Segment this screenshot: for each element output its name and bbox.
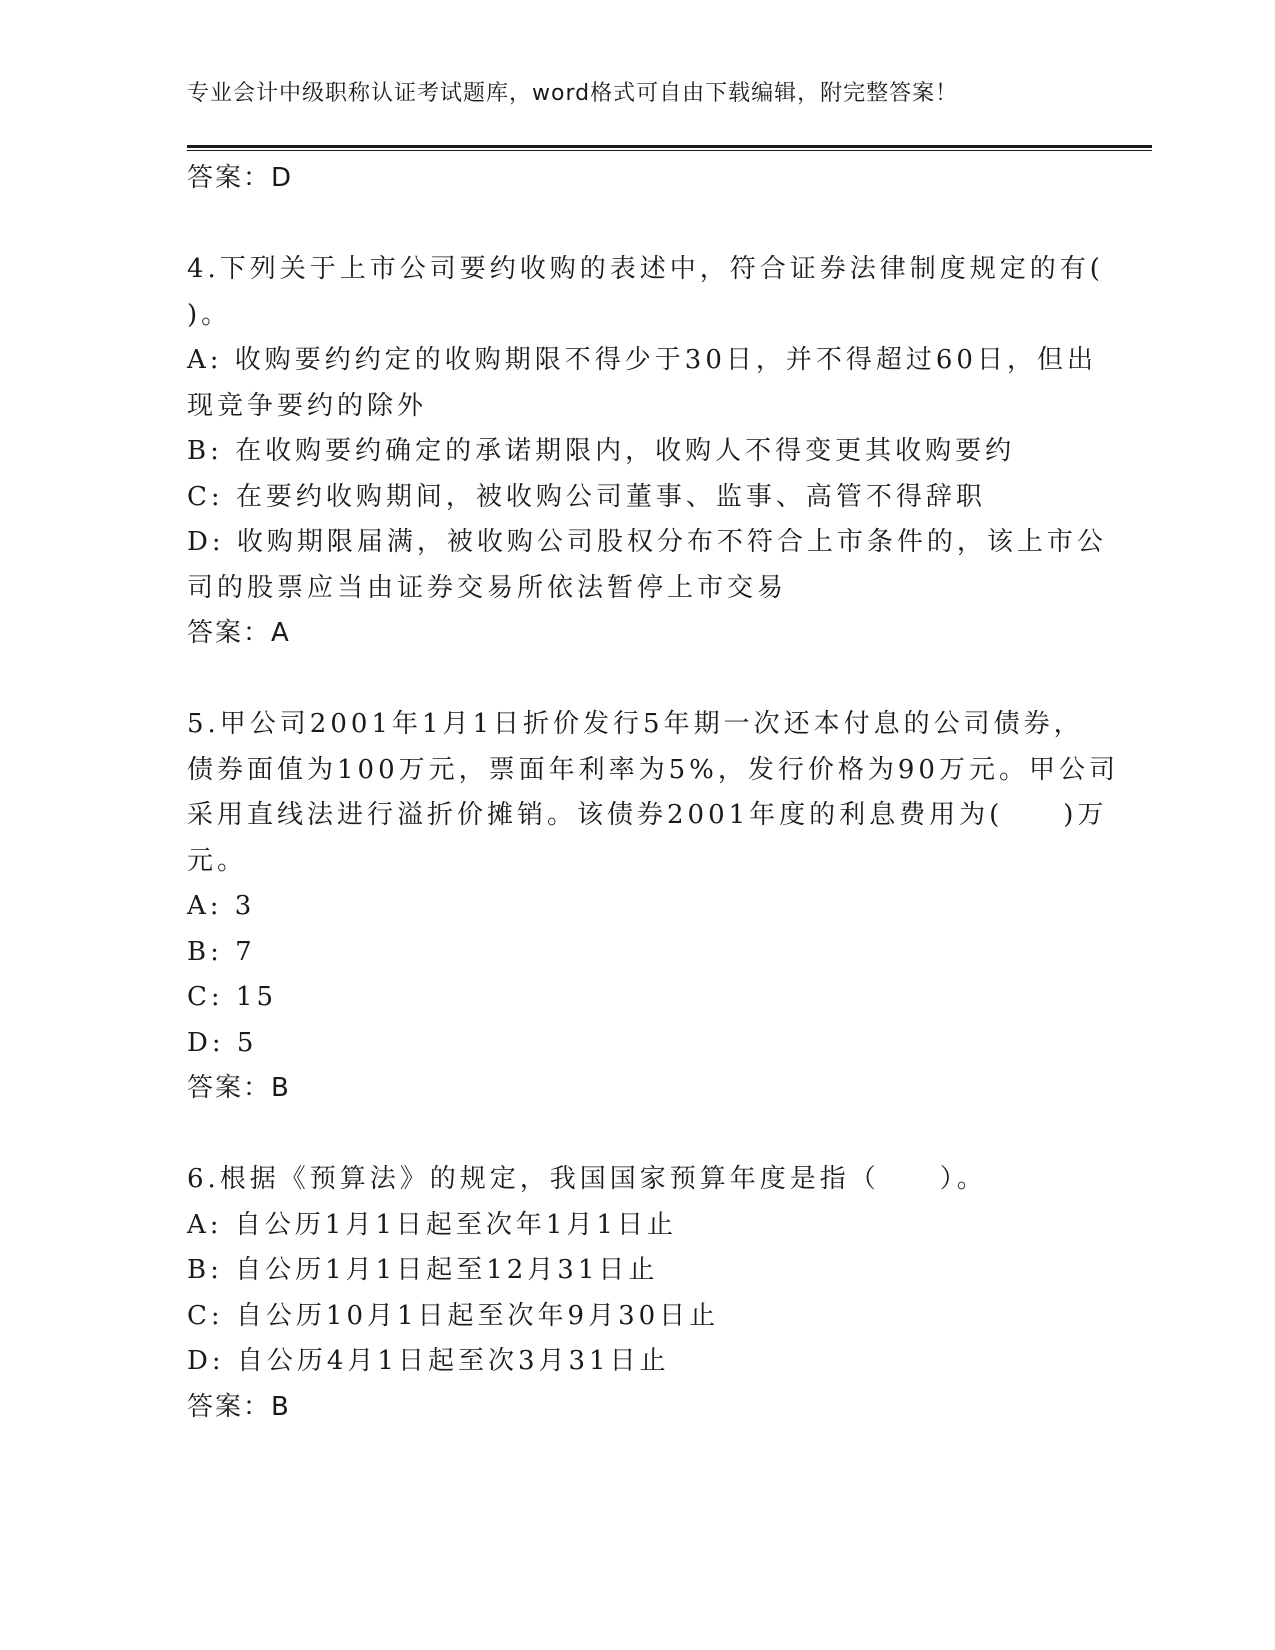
spacer [187, 657, 1087, 703]
answer: 答案：B [187, 1073, 291, 1103]
option-a: A: 收购要约约定的收购期限不得少于30日，并不得超过60日，但出 [187, 345, 1097, 375]
option-c: C: 自公历10月1日起至次年9月30日止 [187, 1300, 720, 1331]
question-6 [187, 1157, 1087, 1430]
question-stem-line: 5.甲公司2001年1月1日折价发行5年期一次还本付息的公司债券， [187, 709, 1084, 739]
page-header: 专业会计中级职称认证考试题库，word格式可自由下载编辑，附完整答案！ [187, 81, 959, 106]
header-rule-thick [187, 145, 1152, 148]
document-body [187, 156, 1119, 1430]
option-d: D: 自公历4月1日起至次3月31日止 [187, 1346, 670, 1376]
option-b: B: 自公历1月1日起至12月31日止 [187, 1255, 659, 1285]
question-5 [187, 702, 1119, 1112]
option-a: A: 自公历1月1日起至次年1月1日止 [187, 1209, 677, 1240]
spacer [187, 1112, 1087, 1158]
question-stem-line: 4.下列关于上市公司要约收购的表述中，符合证券法律制度规定的有( [187, 254, 1104, 284]
option-a: A: 3 [187, 891, 256, 921]
option-b: B: 7 [187, 936, 256, 967]
question-stem-line: 元。 [187, 845, 248, 876]
answer: 答案：B [187, 1391, 291, 1422]
option-d: D: 5 [187, 1027, 258, 1058]
question-stem-line: 6.根据《预算法》的规定，我国国家预算年度是指（ ）。 [187, 1164, 987, 1194]
answer: 答案：A [187, 618, 291, 648]
option-c: C: 15 [187, 982, 278, 1012]
option-d-continued: 司的股票应当由证券交易所依法暂停上市交易 [187, 572, 788, 603]
option-b: B: 在收购要约确定的承诺期限内，收购人不得变更其收购要约 [187, 436, 1016, 466]
question-stem-line: 采用直线法进行溢折价摊销。该债券2001年度的利息费用为( )万 [187, 800, 1108, 830]
question-stem-line: )。 [187, 299, 232, 330]
question-stem-line: 债券面值为100万元，票面年利率为5%，发行价格为90万元。甲公司 [187, 754, 1119, 785]
question-4 [187, 247, 1107, 657]
spacer [187, 202, 1087, 248]
option-c: C: 在要约收购期间，被收购公司董事、监事、高管不得辞职 [187, 481, 986, 512]
header-rule-thin [187, 150, 1152, 151]
previous-answer: 答案：D [187, 163, 294, 193]
option-a-continued: 现竞争要约的除外 [187, 390, 428, 421]
option-d: D: 收购期限届满，被收购公司股权分布不符合上市条件的，该上市公 [187, 527, 1107, 557]
